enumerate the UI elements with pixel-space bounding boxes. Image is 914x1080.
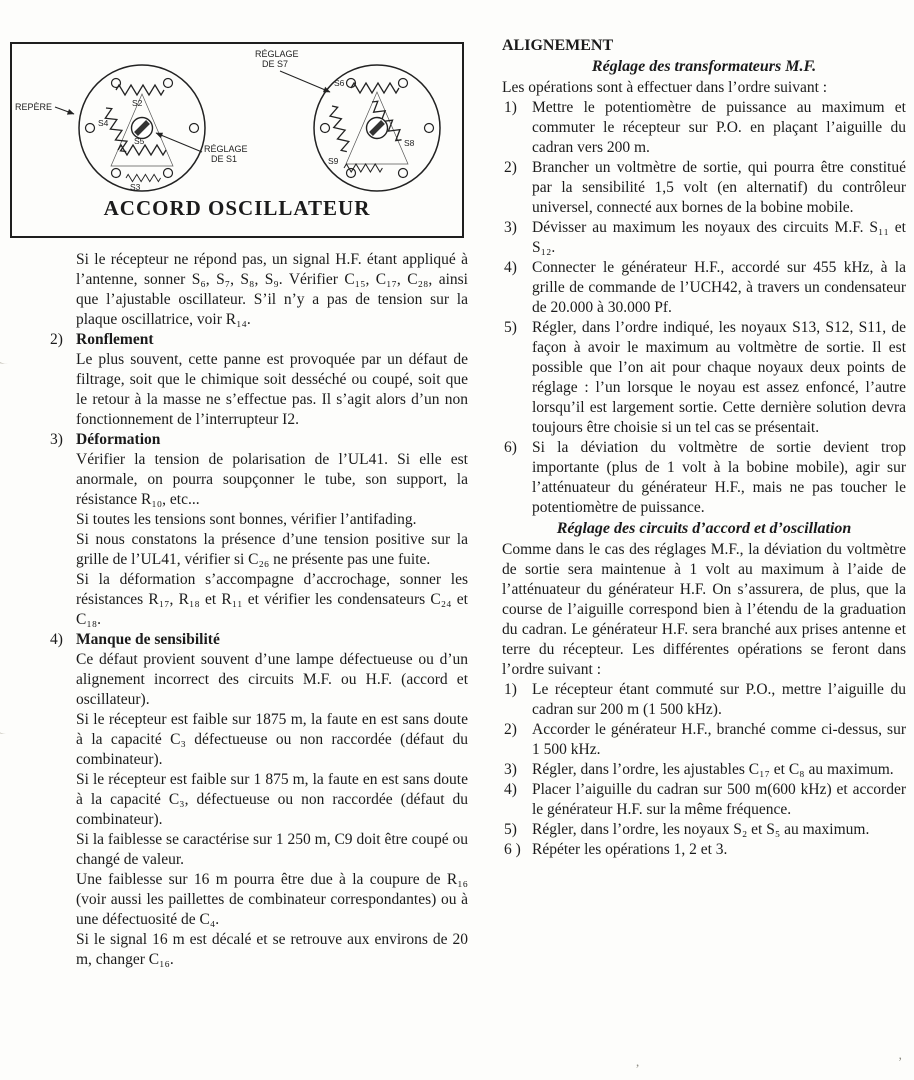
step-item [502,680,906,720]
coil-label-s8: S8 [404,138,415,148]
left-column [30,250,468,970]
step-number: 1) [504,681,517,698]
step-item [502,820,906,840]
step-number: 4) [504,781,517,798]
scan-artifact [0,326,22,367]
item-paragraph: Vérifier la tension de polarisation de l’UL41. Si elle est anormale, on pourra soupçonner le tube, son support, la résistance R₁₀, etc... [76,451,468,508]
step-text: Dévisser au maximum les noyaux des circuits M.F. S₁₁ et S₁₂. [532,219,906,256]
reglage-s7-arrow [280,71,330,92]
right-column [502,36,906,860]
coil-label-s3: S3 [130,182,141,192]
item-paragraph: Si le récepteur est faible sur 1 875 m, la faute en est sans doute à la capacité C₃, défectueuse ou non raccordée (défaut du combinateur). [76,771,468,828]
step-text: Mettre le potentiomètre de puissance au maximum et commuter le récepteur sur P.O. en plaçant l’aiguille du cadran vers 200 m. [532,99,906,156]
fault-item-manque-de-sensibilite [30,630,468,970]
coil-formers [111,92,408,166]
repere-label: REPÈRE [15,102,53,112]
adjusting-screws [132,118,388,139]
coil-label-s4: S4 [98,118,109,128]
step-number: 1) [504,99,517,116]
scan-artifact: , [636,1054,640,1069]
step-text: Régler, dans l’ordre, les noyaux S₂ et S₅ au maximum. [532,821,870,838]
item-title: Ronflement [76,331,154,348]
coil-label-s6: S6 [334,78,345,88]
fault-item-ronflement [30,330,468,430]
coil-diagram [12,44,464,196]
step-number: 2) [504,721,517,738]
figure-accord-oscillateur [10,42,464,238]
item-paragraph: Si nous constatons la présence d’une tension positive sur la grille de l’UL41, vérifier si C₂₆ ne présente pas une fuite. [76,531,468,568]
step-number: 6) [504,439,517,456]
item-paragraph: Si le signal 16 m est décalé et se retrouve aux environs de 20 m, changer C₁₆. [76,931,468,968]
step-item [502,158,906,218]
step-text: Connecter le générateur H.F., accordé sur 455 kHz, à la grille de commande de l’UCH42, à travers un condensateur de 20.000 à 30.000 Pf. [532,259,906,316]
intro-paragraph: Si le récepteur ne répond pas, un signal H.F. étant appliqué à l’antenne, sonner S₆, S₇, S₈, S₉. Vérifier C₁₅, C₁₇, C₂₈, ainsi que l’ajustable oscillateur. S’il n’y a pas de tension sur la plaque oscillatrice, voir R₁₄. [76,251,468,328]
step-item [502,760,906,780]
fault-item-deformation [30,430,468,630]
item-title: Manque de sensibilité [76,631,220,648]
step-item [502,780,906,820]
section-intro: Les opérations sont à effectuer dans l’ordre suivant : [502,79,828,96]
step-number: 6 ) [504,841,521,858]
item-paragraph: Si la faiblesse se caractérise sur 1 250 m, C9 doit être coupé ou changé de valeur. [76,831,468,868]
reglage-s1-label-line1: RÉGLAGE [204,144,248,154]
step-text: Accorder le générateur H.F., branché comme ci-dessus, sur 1 500 kHz. [532,721,906,758]
step-text: Répéter les opérations 1, 2 et 3. [532,841,728,858]
step-item [502,840,906,860]
item-number: 2) [50,331,63,348]
section-heading-alignement: ALIGNEMENT [502,37,614,54]
subsection-title-circuits-accord: Réglage des circuits d’accord et d’oscillation [556,520,852,537]
step-item [502,438,906,518]
step-item [502,258,906,318]
step-item [502,720,906,760]
step-text: Régler, dans l’ordre, les ajustables C₁₇ et C₈ au maximum. [532,761,894,778]
item-number: 3) [50,431,63,448]
step-text: Placer l’aiguille du cadran sur 500 m(600 kHz) et accorder le générateur H.F. sur la même fréquence. [532,781,906,818]
reglage-s7-label-line1: RÉGLAGE [255,49,299,59]
section-intro: Comme dans le cas des réglages M.F., la déviation du voltmètre de sortie sera maintenue à 1 volt au maximum à l’aide de l’atténuateur du générateur H.F. On s’assurera, de plus, que la course de l’aiguille correspond bien à l’étendu de la graduation du cadran. Le générateur H.F. sera branché aux prises antenne et terre du récepteur. Les différentes opérations se feront dans l’ordre suivant : [502,541,906,678]
step-number: 3) [504,761,517,778]
coil-label-s2: S2 [132,98,143,108]
item-paragraph: Si la déformation s’accompagne d’accrochage, sonner les résistances R₁₇, R₁₈ et R₁₁ et vérifier les condensateurs C₂₄ et C₁₈. [76,571,468,628]
subsection-title-transformateurs-mf: Réglage des transformateurs M.F. [591,58,817,75]
step-item [502,318,906,438]
item-paragraph: Si toutes les tensions sont bonnes, vérifier l’antifading. [76,511,417,528]
item-paragraph: Une faiblesse sur 16 m pourra être due à la coupure de R₁₆ (voir aussi les paillettes de combinateur correspondantes) ou à une défectuosité de C₄. [76,871,468,928]
step-text: Si la déviation du voltmètre de sortie devient trop importante (plus de 1 volt à la bobine mobile), agir sur l’atténuateur du générateur H.F., mais ne pas toucher le potentiomètre de puissance. [532,439,906,516]
reglage-s1-label-line2: DE S1 [211,154,238,164]
step-number: 2) [504,159,517,176]
scan-artifact: ’ [898,1054,903,1069]
reglage-s7-label-line2: DE S7 [262,59,289,69]
scan-artifact [0,697,21,737]
step-number: 3) [504,219,517,236]
figure-title: ACCORD OSCILLATEUR [103,196,371,220]
item-title: Déformation [76,431,161,448]
item-paragraph: Le plus souvent, cette panne est provoquée par un défaut de filtrage, soit que le chimique soit desséché ou coupé, soit que le retour à la masse ne s’effectue pas. Il s’agit alors d’un non fonctionnement de l’interrupteur I2. [76,351,468,428]
step-number: 4) [504,259,517,276]
step-item [502,98,906,158]
item-number: 4) [50,631,63,648]
repere-arrow [55,107,74,114]
step-item [502,218,906,258]
item-paragraph: Ce défaut provient souvent d’une lampe défectueuse ou d’un alignement incorrect des circuits M.F. ou H.F. (accord et oscillateur). [76,651,468,708]
step-text: Régler, dans l’ordre indiqué, les noyaux S13, S12, S11, de façon à avoir le maximum au voltmètre de sortie. Il est possible que l’on ait pour chaque noyaux deux points de réglage : l’un lorsque le noyau est assez enfoncé, l’autre lorsqu’il est largement sortie. Cette dernière solution devra toujours être choisie si un tel cas se présentait. [532,319,906,436]
item-paragraph: Si le récepteur est faible sur 1875 m, la faute en est sans doute à la capacité C₃ défectueuse ou non raccordée (défaut du combinateur). [76,711,468,768]
coil-label-s9: S9 [328,156,339,166]
step-text: Le récepteur étant commuté sur P.O., mettre l’aiguille du cadran sur 200 m (1 500 kHz). [532,681,906,718]
step-number: 5) [504,319,517,336]
step-number: 5) [504,821,517,838]
coil-label-s5: S5 [134,136,145,146]
step-text: Brancher un voltmètre de sortie, qui pourra être constitué par la sensibilité 1,5 volt (en alternatif) du contrôleur universel, connecté aux bornes de la bobine mobile. [532,159,906,216]
